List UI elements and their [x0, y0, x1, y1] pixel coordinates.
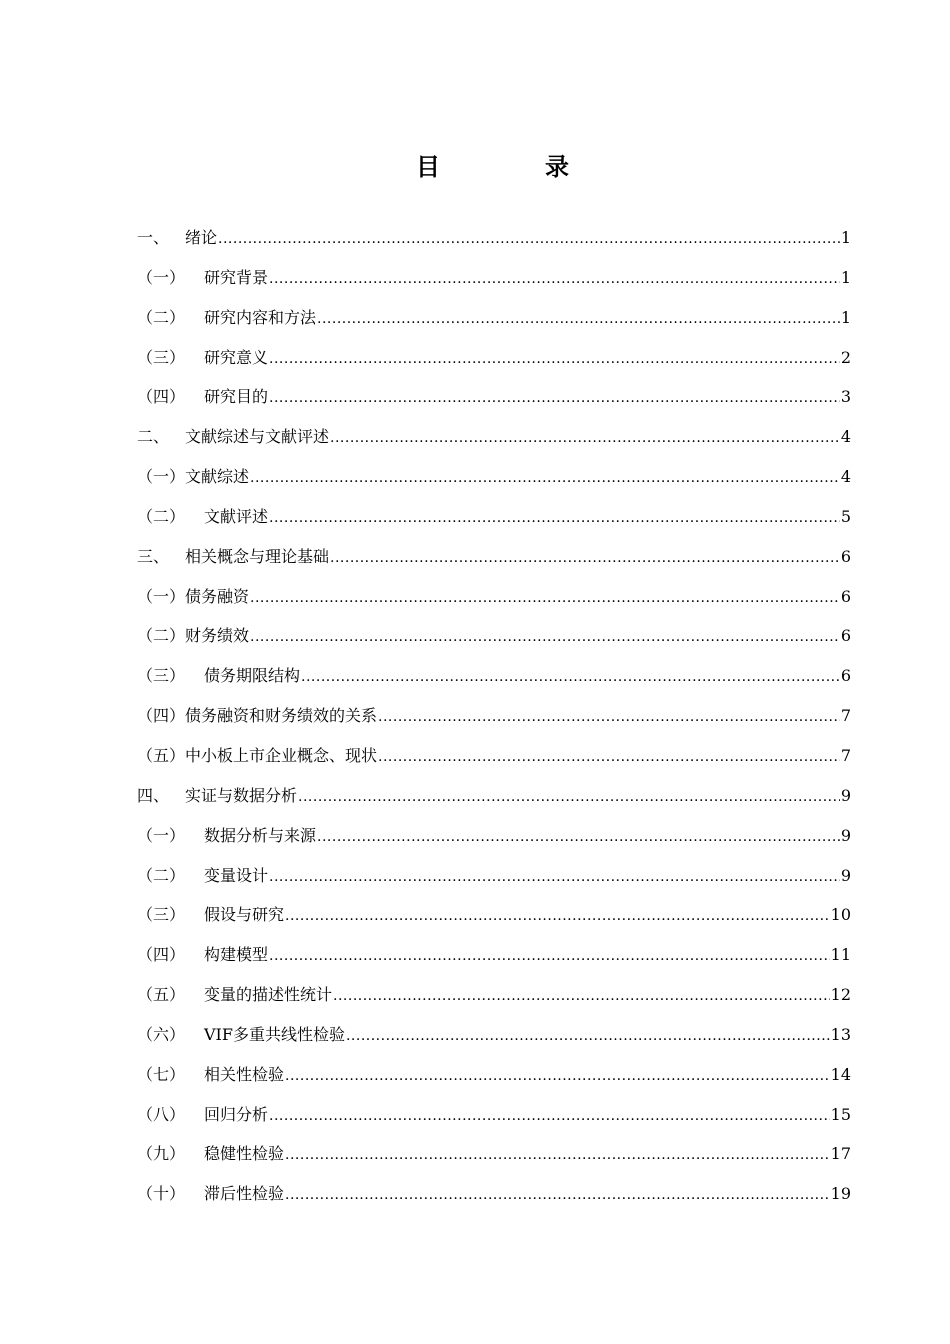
toc-entry[interactable]	[137, 338, 851, 378]
toc-entry-page: 6	[840, 586, 851, 606]
toc-entry-number: （三）	[137, 347, 186, 367]
page-title	[0, 150, 950, 184]
toc-entry[interactable]	[137, 457, 851, 497]
toc-entry-page: 17	[830, 1144, 851, 1164]
toc-entry[interactable]	[137, 895, 851, 935]
toc-entry-label: 变量设计	[204, 865, 269, 885]
toc-entry-page: 2	[840, 347, 851, 367]
toc-dot-leader	[285, 1057, 830, 1097]
toc-entry-page: 6	[840, 626, 851, 646]
toc-entry-number: （四）	[137, 706, 186, 726]
toc-entry[interactable]	[137, 975, 851, 1015]
toc-entry-label: 文献综述	[185, 467, 250, 487]
title-char-2: 录	[545, 152, 569, 181]
toc-entry[interactable]	[137, 1055, 851, 1095]
toc-entry-label: 回归分析	[204, 1104, 269, 1124]
toc-entry-label: 滞后性检验	[204, 1184, 285, 1204]
toc-dot-leader	[250, 459, 840, 499]
toc-entry-label: 债务期限结构	[204, 666, 301, 686]
toc-entry[interactable]	[137, 616, 851, 656]
toc-entry[interactable]	[137, 816, 851, 856]
toc-dot-leader	[250, 618, 840, 658]
toc-entry-label: 文献评述	[204, 506, 269, 526]
toc-entry-page: 3	[840, 387, 851, 407]
toc-entry-label: 研究意义	[204, 347, 269, 367]
toc-dot-leader	[269, 379, 840, 419]
toc-entry-page: 7	[840, 706, 851, 726]
toc-entry-number: （二）	[137, 506, 186, 526]
toc-dot-leader	[269, 340, 840, 380]
toc-entry-number: （三）	[137, 666, 186, 686]
toc-dot-leader	[269, 937, 830, 977]
toc-dot-leader	[378, 738, 840, 778]
toc-dot-leader	[298, 778, 840, 818]
toc-dot-leader	[346, 1017, 830, 1057]
toc-entry-label: 构建模型	[204, 945, 269, 965]
toc-entry-page: 9	[840, 785, 851, 805]
toc-entry-number: 三、	[137, 546, 170, 566]
toc-dot-leader	[330, 419, 840, 459]
toc-entry-number: （一）	[137, 825, 186, 845]
toc-entry-label: 变量的描述性统计	[204, 985, 333, 1005]
toc-entry[interactable]	[137, 577, 851, 617]
toc-entry-page: 11	[830, 945, 851, 965]
toc-dot-leader	[250, 579, 840, 619]
toc-entry-page: 15	[830, 1104, 851, 1124]
title-char-1: 目	[416, 152, 440, 181]
toc-entry-number: （二）	[137, 626, 186, 646]
toc-entry-number: （三）	[137, 905, 186, 925]
toc-entry[interactable]	[137, 298, 851, 338]
toc-entry-page: 6	[840, 546, 851, 566]
toc-dot-leader	[218, 220, 840, 260]
toc-entry-number: （四）	[137, 945, 186, 965]
toc-entry-label: 研究目的	[204, 387, 269, 407]
toc-entry-label: 债务融资和财务绩效的关系	[185, 706, 378, 726]
toc-entry-label: 数据分析与来源	[204, 825, 317, 845]
toc-entry-number: 一、	[137, 228, 170, 247]
toc-entry-label: 实证与数据分析	[185, 785, 298, 805]
toc-entry[interactable]	[137, 497, 851, 537]
toc-entry-number: （十）	[137, 1184, 186, 1204]
toc-entry[interactable]	[137, 537, 851, 577]
toc-entry-label: 假设与研究	[204, 905, 285, 925]
toc-entry-number: （一）	[137, 467, 186, 487]
toc-entry-number: （二）	[137, 307, 186, 327]
toc-entry[interactable]	[137, 1095, 851, 1135]
toc-entry[interactable]	[137, 417, 851, 457]
table-of-contents	[137, 218, 851, 1214]
toc-entry-number: （七）	[137, 1064, 186, 1084]
toc-entry-page: 4	[840, 427, 851, 447]
toc-entry-label: VIF多重共线性检验	[204, 1024, 345, 1044]
toc-entry[interactable]	[137, 377, 851, 417]
toc-entry-page: 4	[840, 467, 851, 487]
toc-entry-number: 四、	[137, 785, 170, 805]
toc-entry-label: 相关性检验	[204, 1064, 285, 1084]
toc-entry-page: 1	[840, 228, 851, 247]
toc-entry[interactable]	[137, 218, 851, 258]
toc-entry[interactable]	[137, 935, 851, 975]
toc-entry[interactable]	[137, 258, 851, 298]
toc-entry[interactable]	[137, 1174, 851, 1214]
toc-dot-leader	[301, 658, 840, 698]
toc-entry-label: 财务绩效	[185, 626, 250, 646]
toc-entry-number: （四）	[137, 387, 186, 407]
toc-entry-page: 1	[840, 267, 851, 287]
toc-entry-label: 绪论	[185, 228, 218, 247]
toc-entry-page: 1	[840, 307, 851, 327]
toc-dot-leader	[269, 1097, 830, 1137]
toc-entry-number: （一）	[137, 586, 186, 606]
toc-entry-number: （五）	[137, 745, 186, 765]
toc-entry-page: 13	[830, 1024, 851, 1044]
toc-dot-leader	[285, 897, 830, 937]
toc-entry[interactable]	[137, 696, 851, 736]
toc-entry-page: 9	[840, 825, 851, 845]
toc-dot-leader	[269, 858, 840, 898]
toc-entry[interactable]	[137, 776, 851, 816]
toc-dot-leader	[317, 818, 840, 858]
toc-entry-number: （六）	[137, 1024, 186, 1044]
toc-dot-leader	[317, 300, 840, 340]
toc-entry-number: （九）	[137, 1144, 186, 1164]
toc-entry-page: 10	[830, 905, 851, 925]
toc-entry-number: （八）	[137, 1104, 186, 1124]
toc-entry[interactable]	[137, 1134, 851, 1174]
toc-entry-page: 9	[840, 865, 851, 885]
toc-entry-number: （二）	[137, 865, 186, 885]
toc-entry-page: 6	[840, 666, 851, 686]
toc-dot-leader	[378, 698, 840, 738]
toc-entry-label: 债务融资	[185, 586, 250, 606]
toc-entry-label: 相关概念与理论基础	[185, 546, 330, 566]
toc-entry-label: 稳健性检验	[204, 1144, 285, 1164]
toc-entry[interactable]	[137, 856, 851, 896]
toc-entry[interactable]	[137, 656, 851, 696]
toc-entry-page: 14	[830, 1064, 851, 1084]
toc-entry[interactable]	[137, 1015, 851, 1055]
toc-entry-page: 12	[830, 985, 851, 1005]
toc-entry-label: 中小板上市企业概念、现状	[185, 745, 378, 765]
toc-entry-label: 研究背景	[204, 267, 269, 287]
toc-dot-leader	[285, 1176, 830, 1216]
toc-dot-leader	[269, 260, 840, 300]
toc-entry-number: 二、	[137, 427, 170, 447]
toc-dot-leader	[285, 1136, 830, 1176]
toc-entry-label: 研究内容和方法	[204, 307, 317, 327]
toc-entry-number: （五）	[137, 985, 186, 1005]
toc-entry-page: 5	[840, 506, 851, 526]
toc-dot-leader	[269, 499, 840, 539]
toc-entry-number: （一）	[137, 267, 186, 287]
toc-entry-label: 文献综述与文献评述	[185, 427, 330, 447]
toc-entry-page: 7	[840, 745, 851, 765]
toc-dot-leader	[330, 539, 840, 579]
toc-entry-page: 19	[830, 1184, 851, 1204]
toc-entry[interactable]	[137, 736, 851, 776]
toc-dot-leader	[333, 977, 830, 1017]
